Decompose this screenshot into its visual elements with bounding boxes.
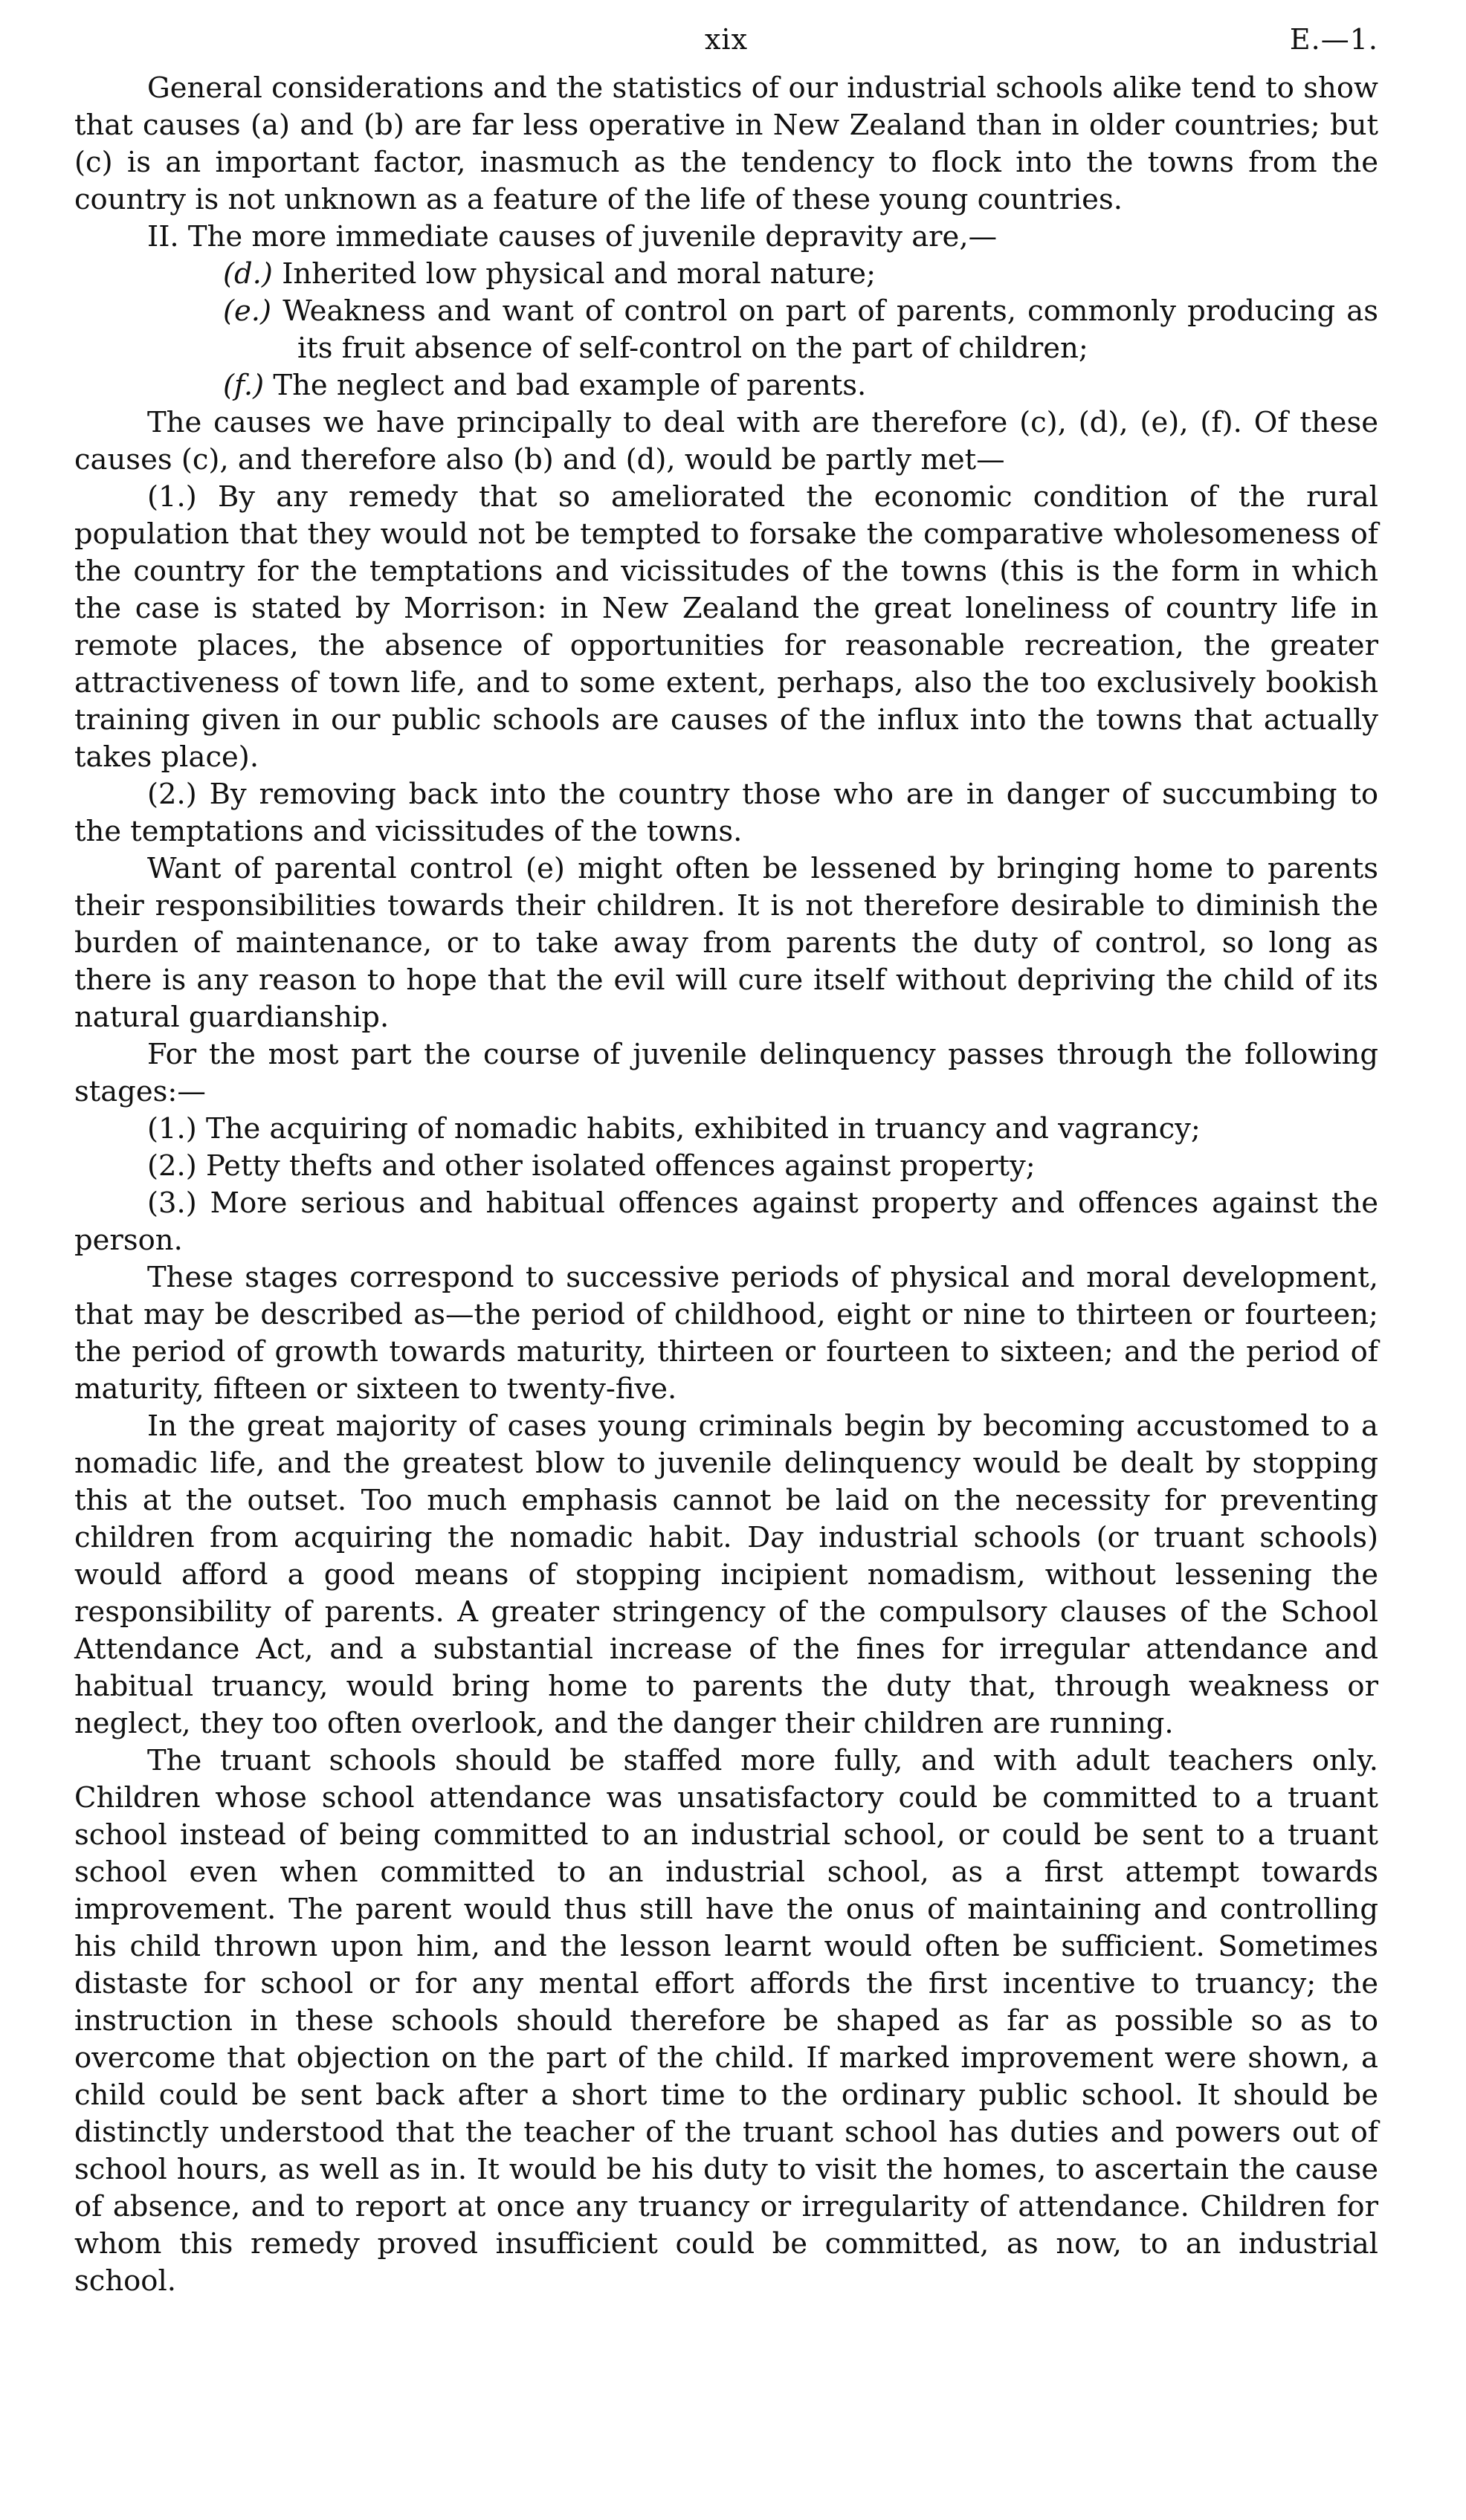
page-header: [74, 21, 1378, 70]
paragraph-development-periods: These stages correspond to successive periods of physical and moral development, that may be described as—the period of childhood, eight or nine to thirteen or fourteen; the period of growth towards maturity, thirteen or fourteen to sixteen; and the period of maturity, fifteen or sixteen to twenty-five.: [74, 1261, 1378, 1406]
list-item-stage-3: (3.) More serious and habitual offences against property and offences against the person.: [74, 1186, 1378, 1257]
paragraph-causes-to-deal-with: The causes we have principally to deal with are therefore (c), (d), (e), (f). Of these causes (c), and therefore also (b) and (d), would be partly met—: [74, 406, 1378, 476]
list-item-e: [74, 293, 1378, 367]
list-item-label: (e.): [223, 294, 272, 328]
paragraph-remedy-2: (2.) By removing back into the country those who are in danger of succumbing to the temptations and vicissitudes of the towns.: [74, 778, 1378, 848]
list-item-label: (d.): [223, 257, 273, 291]
list-item-text: The neglect and bad example of parents.: [273, 369, 867, 402]
list-item-stage-1: (1.) The acquiring of nomadic habits, exhibited in truancy and vagrancy;: [147, 1112, 1201, 1146]
list-item-text: Inherited low physical and moral nature;: [282, 257, 876, 291]
paragraph-stages-intro: For the most part the course of juvenile delinquency passes through the following stages:—: [74, 1038, 1378, 1108]
list-item-d: [74, 256, 1378, 293]
list-item-text: Weakness and want of control on part of parents, commonly producing as its fruit absence of self-control on the part of children;: [282, 294, 1378, 365]
page-number: xix: [704, 23, 748, 56]
paragraph-parental-control: Want of parental control (e) might often be lessened by bringing home to parents their responsibilities towards their children. It is not therefore desirable to diminish the burden of maintenance, or to take away from parents the duty of control, so long as there is any reason to hope that the evil will cure itself without depriving the child of its natural guardianship.: [74, 852, 1378, 1034]
list-item-f: [74, 367, 1378, 404]
list-item-stage-2: (2.) Petty thefts and other isolated offences against property;: [147, 1149, 1036, 1183]
paragraph-remedy-1: (1.) By any remedy that so ameliorated the economic condition of the rural population that they would not be tempted to forsake the comparative wholesomeness of the country for the temptations and vicissitudes of the towns (this is the form in which the case is stated by Morrison: in New Zealand the great loneliness of country life in remote places, the absence of opportunities for reasonable recreation, the greater attractiveness of town life, and to some extent, perhaps, also the too exclusively bookish training given in our public schools are causes of the influx into the towns that actually takes place).: [74, 480, 1378, 774]
paragraph-nomadic-life: In the great majority of cases young criminals begin by becoming accustomed to a nomadic life, and the greatest blow to juvenile delinquency would be dealt by stopping this at the outset. Too much emphasis cannot be laid on the necessity for preventing children from acquiring the nomadic habit. Day industrial schools (or truant schools) would afford a good means of stopping incipient nomadism, without lessening the responsibility of parents. A greater stringency of the compulsory clauses of the School Attendance Act, and a substantial increase of the fines for irregular attendance and habitual truancy, would bring home to parents the duty that, through weakness or neglect, they too often overlook, and the danger their children are running.: [74, 1409, 1378, 1740]
document-reference: E.—1.: [1289, 23, 1378, 56]
paragraph-immediate-causes: II. The more immediate causes of juvenile depravity are,—: [147, 220, 998, 253]
paragraph-truant-schools: The truant schools should be staffed more fully, and with adult teachers only. Children whose school attendance was unsatisfactory could be committed to a truant school instead of being committed to an industrial school, or could be sent to a truant school even when committed to an industrial school, as a first attempt towards improvement. The parent would thus still have the onus of maintaining and controlling his child thrown upon him, and the lesson learnt would often be sufficient. Sometimes distaste for school or for any mental effort affords the first incentive to truancy; the instruction in these schools should therefore be shaped as far as possible so as to overcome that objection on the part of the child. If marked improvement were shown, a child could be sent back after a short time to the ordinary public school. It should be distinctly understood that the teacher of the truant school has duties and powers out of school hours, as well as in. It would be his duty to visit the homes, to ascertain the cause of absence, and to report at once any truancy or irregularity of attendance. Children for whom this remedy proved insufficient could be committed, as now, to an industrial school.: [74, 1744, 1378, 2298]
list-item-label: (f.): [223, 369, 265, 402]
paragraph-general-considerations: General considerations and the statistics of our industrial schools alike tend to show that causes (a) and (b) are far less operative in New Zealand than in older countries; but (c) is an important factor, inasmuch as the tendency to flock into the towns from the country is not unknown as a feature of the life of these young countries.: [74, 71, 1378, 216]
body-text: [74, 70, 1378, 2300]
